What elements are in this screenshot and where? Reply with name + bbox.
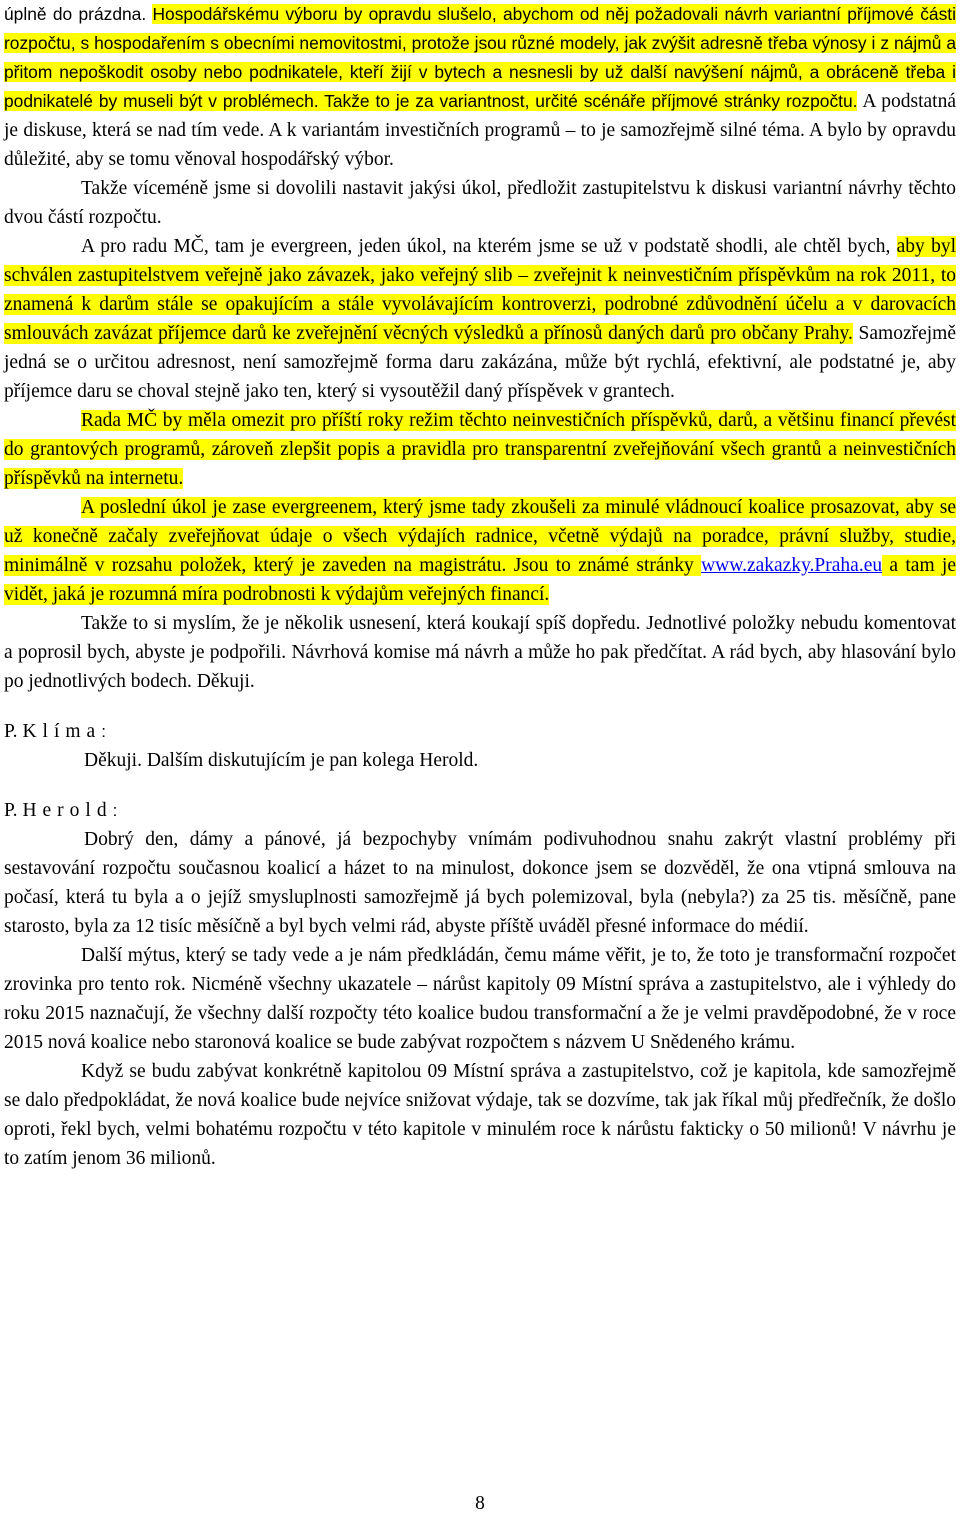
speaker-colon: : (112, 801, 118, 820)
speaker-heading-klima (4, 717, 956, 746)
paragraph-text: Takže víceméně jsme si dovolili nastavit jakýsi úkol, předložit zastupitelstvu k diskusi variantní návrhy těchto dvou částí rozpočtu. (4, 178, 956, 228)
paragraph-hospodarsky-vybor (4, 0, 956, 174)
speech-herold-2 (4, 941, 956, 1057)
paragraph-text: úplně do prázdna. (4, 4, 153, 24)
paragraph-granty (4, 406, 956, 493)
speaker-heading-herold (4, 796, 956, 825)
paragraph-text: A pro radu MČ, tam je evergreen, jeden úkol, na kterém jsme se už v podstatě shodli, ale chtěl bych, (81, 236, 897, 257)
paragraph-text: Takže to si myslím, že je několik usnesení, která koukají spíš dopředu. Jednotlivé položky nebudu komentovat a poprosil bych, abyste je podpořili. Návrhová komise má návrh a může ho pak předčítat. A rád bych, aby hlasování bylo po jednotlivých bodech. Děkuji. (4, 613, 956, 692)
highlighted-text: Rada MČ by měla omezit pro příští roky režim těchto neinvestičních příspěvků, darů, a většinu financí převést do grantových programů, zároveň zlepšit popis a pravidla pro transparentní zveřejňování všech grantů a neinvestičních příspěvků na internetu. (4, 410, 956, 489)
speaker-initial: P. (4, 721, 23, 742)
speaker-name: Herold (22, 800, 113, 821)
speech-text: Dobrý den, dámy a pánové, já bezpochyby vnímám podivuhodnou snahu zakrýt vlastní problémy při sestavování rozpočtu současnou koalicí a házet to na minulost, dokonce jsem se dozvěděl, že ona vtipná smlouva na počasí, která tu byla a o jejíž smysluplnosti samozřejmě já bych polemizoval, byla (nebyla?) za 25 tis. měsíčně, pane starosto, byla za 12 tisíc měsíčně a byl bych velmi rád, abyste příště uváděl přesné informace do médií. (4, 829, 956, 937)
zakazky-praha-link[interactable]: www.zakazky.Praha.eu (701, 555, 883, 576)
paragraph-text: Samozřejmě jedná se o určitou adresnost, není samozřejmě forma daru zakázána, může být rychlá, efektivní, ale podstatné je, aby příjemce daru se choval stejně jako ten, který si vysoutěžil daný příspěvek v grantech. (4, 323, 956, 402)
speech-text: Děkuji. Dalším diskutujícím je pan kolega Herold. (84, 750, 479, 771)
speech-text: Další mýtus, který se tady vede a je nám předkládán, čemu máme věřit, je to, že toto je transformační rozpočet zrovinka pro tento rok. Nicméně všechny ukazatele – nárůst kapitoly 09 Místní správa a zastupitelstvo, ale i výhledy do roku 2015 naznačují, že všechny další rozpočty této koalice budou transformační a že je velmi pravděpodobné, že v roce 2015 nová koalice nebo staronová koalice se bude zabývat rozpočtem s názvem U Snědeného krámu. (4, 945, 956, 1053)
paragraph-variantni-navrhy (4, 174, 956, 232)
highlighted-text: aby byl schválen zastupitelstvem veřejně jako závazek, jako veřejný slib – zveřejnit k neinvestičním příspěvkům na rok 2011, to znamená k darům stále se opakujícím a stále vyvolávajícím kontroverzi, podrobné zdůvodnění účelu a v darovacích smlouvách zavázat příjemce darů ke zveřejnění věcných výsledků a přínosů daných darů pro občany Prahy. (4, 236, 956, 344)
highlighted-text: a tam je vidět, jaká je rozumná míra podrobnosti k výdajům veřejných financí. (4, 555, 956, 605)
paragraph-zverejnovani-vydaju (4, 493, 956, 609)
highlighted-text: Hospodářskému výboru by opravdu slušelo, abychom od něj požadovali návrh variantní příjmové části rozpočtu, s hospodařením s obecními nemovitostmi, protože jsou různé modely, jak zvýšit adresně třeba výnosy i z nájmů a přitom nepoškodit osoby nebo podnikatele, kteří žijí v bytech a nesnesli by už další navýšení nájmů, a obráceně třeba i podnikatelé by museli být v problémech. Takže to je za variantnost, určité scénáře příjmové stránky rozpočtu. (4, 4, 956, 111)
speech-text: Když se budu zabývat konkrétně kapitolou 09 Místní správa a zastupitelstvo, což je kapitola, kde samozřejmě se dalo předpokládat, že nová koalice bude nejvíce snižovat výdaje, tak se dozvíme, tak jak říkal můj předřečník, že došlo oproti, řekl bych, velmi bohatému rozpočtu v této kapitole v minulém roce k nárůstu fakticky o 50 milionů! V návrhu je to zatím jenom 36 milionů. (4, 1061, 956, 1169)
paragraph-text: A podstatná je diskuse, která se nad tím vede. A k variantám investičních programů – to je samozřejmě silné téma. A bylo by opravdu důležité, aby se tomu věnoval hospodářský výbor. (4, 91, 956, 170)
speaker-name: Klíma (22, 721, 102, 742)
document-page (4, 0, 956, 1173)
speech-klima (84, 746, 956, 775)
paragraph-rada-mc-evergreen (4, 232, 956, 406)
highlighted-text: A poslední úkol je zase evergreenem, který jsme tady zkoušeli za minulé vládnoucí koalice prosazovat, aby se už konečně začaly zveřejňovat údaje o všech výdajích radnice, včetně výdajů na poradce, právní služby, studie, minimálně v rozsahu položek, který je zaveden na magistrátu. Jsou to známé stránky (4, 497, 956, 576)
speaker-colon: : (101, 722, 106, 741)
speech-herold-1 (4, 825, 956, 941)
speech-herold-3 (4, 1057, 956, 1173)
speaker-initial: P. (4, 800, 23, 821)
paragraph-usneseni (4, 609, 956, 696)
page-number: 8 (475, 1493, 485, 1514)
